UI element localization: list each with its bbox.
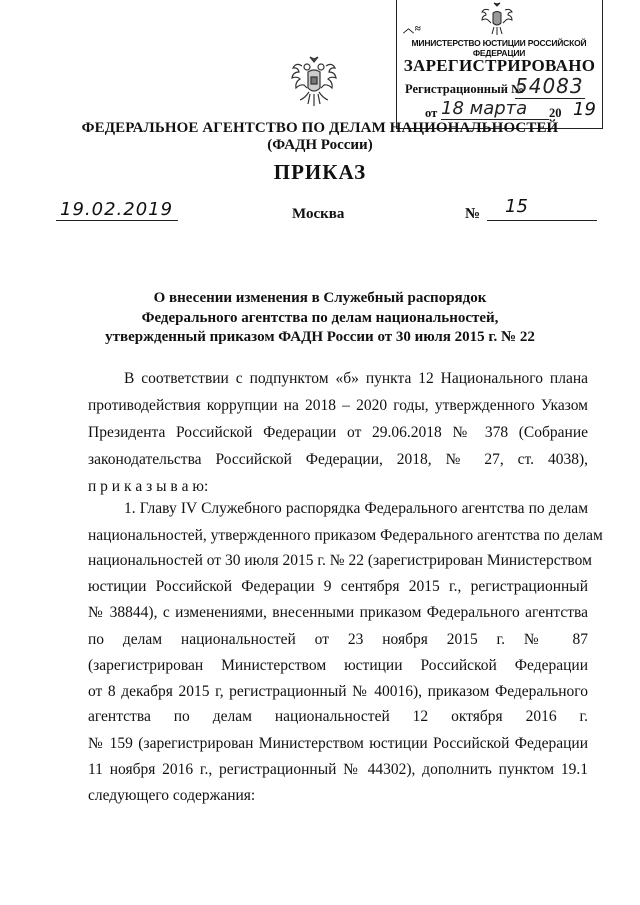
stamp-emblem-icon: [479, 2, 515, 36]
body-line: Президента Российской Федерации от 29.06.2018 № 378 (Собрание: [88, 424, 588, 441]
body-line: № 38844), с изменениями, внесенными приказом Федерального агентства: [88, 604, 588, 621]
body-line: законодательства Российской Федерации, 2018, № 27, ст. 4038),: [88, 451, 588, 468]
subject-line-2: Федерального агентства по делам национальностей,: [141, 309, 499, 326]
stamp-date-prefix: от: [425, 106, 438, 120]
body-line: национальностей от 30 июля 2015 г. № 22 (зарегистрирован Министерством: [88, 552, 592, 569]
order-number-line: [487, 202, 597, 221]
body-line: юстиции Российской Федерации 9 сентября 2015 г., регистрационный: [88, 578, 588, 595]
agency-name: ФЕДЕРАЛЬНОЕ АГЕНТСТВО ПО ДЕЛАМ НАЦИОНАЛЬНОСТЕЙ: [81, 120, 559, 136]
subject-line-1: О внесении изменения в Служебный распорядок: [153, 290, 487, 306]
subject-line-3: утвержденный приказом ФАДН России от 30 июля 2015 г. № 22: [105, 329, 535, 345]
order-number-label: №: [465, 206, 481, 222]
stamp-date-handwritten: 18 марта: [441, 98, 549, 120]
body-line: (зарегистрирован Министерством юстиции Российской Федерации: [88, 657, 588, 674]
body-line: следующего содержания:: [88, 787, 256, 804]
body-line: национальностей, утвержденного приказом Федерального агентства по делам: [88, 527, 603, 544]
document-title: ПРИКАЗ: [273, 160, 367, 184]
stamp-year-prefix: 20: [549, 106, 562, 120]
stamp-year-handwritten: 19: [573, 99, 596, 120]
body-line: 11 ноября 2016 г., регистрационный № 44302), дополнить пунктом 19.1: [88, 761, 588, 778]
stamp-reg-number-label: Регистрационный №: [405, 82, 524, 96]
order-city: Москва: [292, 206, 345, 222]
body-line: 1. Главу IV Служебного распорядка Федерального агентства по делам: [124, 500, 588, 517]
body-line: по делам национальностей от 23 ноября 2015 г. № 87: [88, 631, 588, 648]
coat-of-arms-emblem: [283, 52, 345, 114]
stamp-registered-label: ЗАРЕГИСТРИРОВАНО: [403, 56, 596, 75]
order-date-handwritten: 19.02.2019: [56, 199, 178, 221]
body-line: агентства по делам национальностей 12 октября 2016 г.: [88, 708, 588, 725]
body-line-order-verb: п р и к а з ы в а ю:: [88, 478, 209, 495]
agency-short-name: (ФАДН России): [267, 137, 373, 153]
body-line: В соответствии с подпунктом «б» пункта 12 Национального плана: [124, 370, 588, 387]
order-number-handwritten: 15: [505, 196, 528, 217]
body-line: № 159 (зарегистрирован Министерством юстиции Российской Федерации: [88, 735, 588, 752]
stamp-reg-number-handwritten: 54083: [515, 74, 584, 98]
order-subject: [60, 289, 580, 348]
registration-stamp: [396, 0, 603, 129]
stamp-scribble: ︿ ≈: [403, 23, 420, 35]
body-line: противодействия коррупции на 2018 – 2020 годы, утвержденного Указом: [88, 397, 588, 414]
body-line: от 8 декабря 2015 г, регистрационный № 40016), приказом Федерального: [88, 683, 588, 700]
stamp-ministry-name: МИНИСТЕРСТВО ЮСТИЦИИ РОССИЙСКОЙ ФЕДЕРАЦИИ: [411, 38, 587, 58]
